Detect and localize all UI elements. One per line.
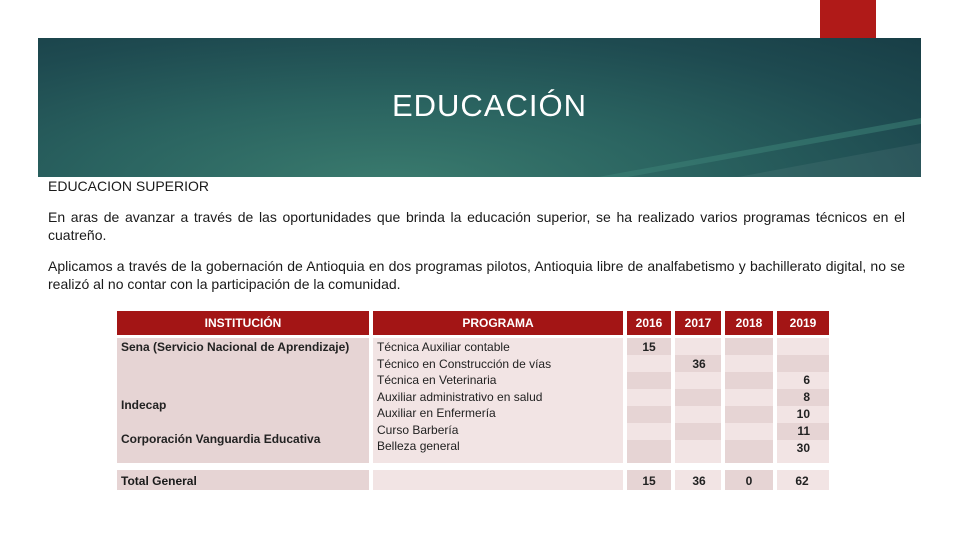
total-2017: 36: [692, 474, 706, 488]
cell: [725, 440, 773, 463]
cell: [675, 372, 721, 389]
header-2018: 2018: [725, 311, 773, 335]
value-2019: 8: [803, 390, 810, 404]
cell: [675, 389, 721, 406]
institution-indecap: Indecap: [121, 398, 167, 412]
cell: [725, 372, 773, 389]
program-item: Técnica Auxiliar contable: [377, 340, 510, 354]
value-2019: 10: [796, 407, 810, 421]
value-2019: 30: [796, 441, 810, 455]
page-title: EDUCACIÓN: [391, 88, 587, 123]
cell: [725, 406, 773, 423]
cell: [725, 338, 773, 355]
institution-sena: Sena (Servicio Nacional de Aprendizaje): [121, 340, 350, 354]
cell: [675, 440, 721, 463]
value-2019: 6: [803, 373, 810, 387]
value-sena-2017: 36: [692, 357, 706, 371]
header-institution: INSTITUCIÓN: [117, 311, 369, 335]
total-2016: 15: [642, 474, 656, 488]
header-2017: 2017: [675, 311, 721, 335]
cell: [777, 338, 829, 355]
paragraph-1: En aras de avanzar a través de las oportunidades que brinda la educación superior, se ha realizado varios programas técnicos en el cuatreño.: [48, 209, 905, 243]
cell: [675, 423, 721, 440]
cell: [627, 372, 671, 389]
program-item: Belleza general: [377, 439, 460, 453]
header-2016: 2016: [627, 311, 671, 335]
cell: [627, 440, 671, 463]
cell: [627, 406, 671, 423]
cell: [675, 406, 721, 423]
cell: [627, 355, 671, 372]
title-banner: [38, 38, 921, 177]
total-2019: 62: [795, 474, 809, 488]
program-list: [377, 339, 621, 455]
program-item: Curso Barbería: [377, 422, 459, 437]
cell: [777, 355, 829, 372]
institution-vanguardia: Corporación Vanguardia Educativa: [121, 432, 321, 446]
total-label: Total General: [121, 474, 197, 488]
header-2019: 2019: [777, 311, 829, 335]
cell: [725, 423, 773, 440]
cell: [725, 355, 773, 372]
program-item: Auxiliar administrativo en salud: [377, 389, 543, 404]
section-title: EDUCACION SUPERIOR: [48, 178, 210, 194]
value-2019: 11: [797, 424, 810, 438]
cell: [627, 423, 671, 440]
total-2018: 0: [745, 474, 753, 488]
program-item: Auxiliar en Enfermería: [377, 406, 496, 420]
paragraph-2: Aplicamos a través de la gobernación de Antioquia en dos programas pilotos, Antioquia libre de analfabetismo y bachillerato digital, no se realizó al no contar con la participación de la comunidad.: [48, 258, 905, 292]
program-item: Técnica en Veterinaria: [377, 373, 497, 387]
cell: [725, 389, 773, 406]
cell: [675, 338, 721, 355]
value-sena-2016: 15: [642, 340, 656, 354]
header-program: PROGRAMA: [373, 311, 623, 335]
cell: [627, 389, 671, 406]
total-program-cell: [373, 470, 623, 490]
program-item: Técnico en Construcción de vías: [377, 356, 552, 371]
